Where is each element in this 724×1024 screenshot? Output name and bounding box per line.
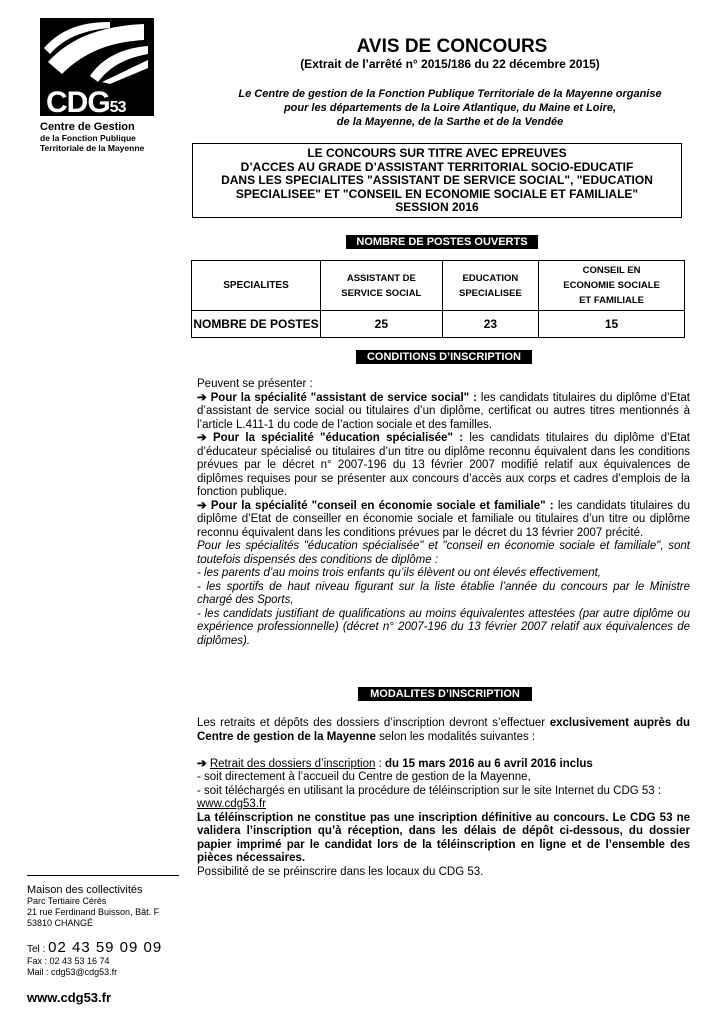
logo-text: CDG53 xyxy=(46,86,126,119)
logo-mark xyxy=(40,18,154,119)
table-header-cell: ASSISTANT DE SERVICE SOCIAL xyxy=(321,261,443,311)
table-header-cell: EDUCATION SPECIALISEE xyxy=(442,261,538,311)
fax: Fax : 02 43 53 16 74 xyxy=(27,956,110,966)
phone: Tel : 02 43 59 09 09 xyxy=(27,939,163,956)
concours-box: LE CONCOURS SUR TITRE AVEC EPREUVES D’ACCES AU GRADE D’ASSISTANT TERRITORIAL SOCIO-EDUCATIF DANS LES SPECIALITES "ASSISTANT DE SERVICE SOCIAL", "EDUCATION SPECIALISEE" ET "CONSEIL EN ECONOMIE SOCIALE ET FAMILIALE" SESSION 2016 xyxy=(192,143,682,218)
arrow-icon: ➔ xyxy=(197,757,207,770)
cdg53-logo xyxy=(38,18,174,168)
table-row-header: SPECIALITES xyxy=(192,261,321,311)
section-heading-postes: NOMBRE DE POSTES OUVERTS xyxy=(346,235,538,249)
divider xyxy=(27,875,179,876)
arrow-icon: ➔ xyxy=(197,432,207,444)
email[interactable]: Mail : cdg53@cdg53.fr xyxy=(27,967,118,977)
table-cell: 25 xyxy=(321,311,443,338)
table-cell: 15 xyxy=(539,311,685,338)
section-heading-modalites: MODALITES D’INSCRIPTION xyxy=(358,687,532,701)
contact-block xyxy=(27,875,179,1015)
address-line: 21 rue Ferdinand Buisson, Bât. F xyxy=(27,907,160,917)
org-name: Maison des collectivités xyxy=(27,884,143,896)
modalites-text: Les retraits et dépôts des dossiers d’inscription devront s’effectuer exclusivement auprès du Centre de gestion de la Mayenne selon les modalités suivantes : ➔ Retrait des dossiers d’inscription : du 15 mars 2016 au 6 avril 2016 inclus - soit directement à l’accueil du Centre de gestion de la Mayenne, - soit téléchargés en utilisant la procédure de téléinscription sur le site Internet du CDG 53 : www.cdg53.fr La téléinscription ne constitue pas une inscription définitive au concours. Le CDG 53 ne validera l’inscription qu’à réception, dans les délais de dépôt ci-dessous, du dossier papier imprimé par le candidat lors de la téléinscription en ligne et de l’ensemble des pièces nécessaires. Possibilité de se préinscrire dans les locaux du CDG 53. xyxy=(197,717,690,878)
postes-table xyxy=(191,260,685,338)
table-row xyxy=(192,311,685,338)
intro-text: Le Centre de gestion de la Fonction Publique Territoriale de la Mayenne organise pour les départements de la Loire Atlantique, du Maine et Loire, de la Mayenne, de la Sarthe et de la Vendée xyxy=(238,88,662,128)
conditions-text: Peuvent se présenter : ➔ Pour la spécialité "assistant de service social" : les candidats titulaires du diplôme d’Etat d’assistant de service social ou titulaires d’un diplôme, certificat ou autres titres mentionnés à l’article L.411-1 du code de l’action sociale et des familles. ➔ Pour la spécialité "éducation spécialisée" : les candidats titulaires du diplôme d’Etat d’éducateur spécialisé ou titulaires d’un titre ou diplôme reconnu équivalent dans les conditions prévues par le décret n° 2007-196 du 13 février 2007 modifié relatif aux équivalences de diplômes requises pour se présenter aux concours d’accès aux corps et cadres d’emplois de la fonction publique. ➔ Pour la spécialité "conseil en économie sociale et familiale" : les candidats titulaires du diplôme d’Etat de conseiller en économie sociale et familiale ou titulaires d’un titre ou diplôme reconnu équivalent dans les conditions prévues par le décret du 13 février 2007 précité. Pour les spécialités "éducation spécialisée" et "conseil en économie sociale et familiale", sont toutefois dispensés des conditions de diplôme : - les parents d’au moins trois enfants qu’ils élèvent ou ont élevés effectivement, - les sportifs de haut niveau figurant sur la liste établie l’année du concours par le Ministre chargé des Sports, - les candidats justifiant de qualifications au moins équivalentes attestées (par autre diplôme ou expérience professionnelle) (décret n° 2007-196 du 13 février 2007 relatif aux équivalences de diplômes). xyxy=(197,378,691,647)
arrow-icon: ➔ xyxy=(197,391,207,404)
website-link[interactable]: www.cdg53.fr xyxy=(27,990,112,1005)
table-row-header: NOMBRE DE POSTES xyxy=(192,311,321,338)
logo-caption: Centre de Gestion de la Fonction Publique Territoriale de la Mayenne xyxy=(40,121,145,153)
table-cell: 23 xyxy=(442,311,538,338)
page-subtitle: (Extrait de l’arrêté n° 2015/186 du 22 décembre 2015) xyxy=(300,57,600,71)
table-header-cell: CONSEIL EN ECONOMIE SOCIALE ET FAMILIALE xyxy=(539,261,685,311)
section-heading-conditions: CONDITIONS D’INSCRIPTION xyxy=(356,350,532,364)
address-line: Parc Tertiaire Cérès xyxy=(27,896,107,906)
address-line: 53810 CHANGÉ xyxy=(27,918,94,928)
page-title: AVIS DE CONCOURS xyxy=(356,36,548,57)
table-row xyxy=(192,261,685,311)
arrow-icon: ➔ xyxy=(197,499,207,512)
website-link[interactable]: www.cdg53.fr xyxy=(197,798,267,810)
